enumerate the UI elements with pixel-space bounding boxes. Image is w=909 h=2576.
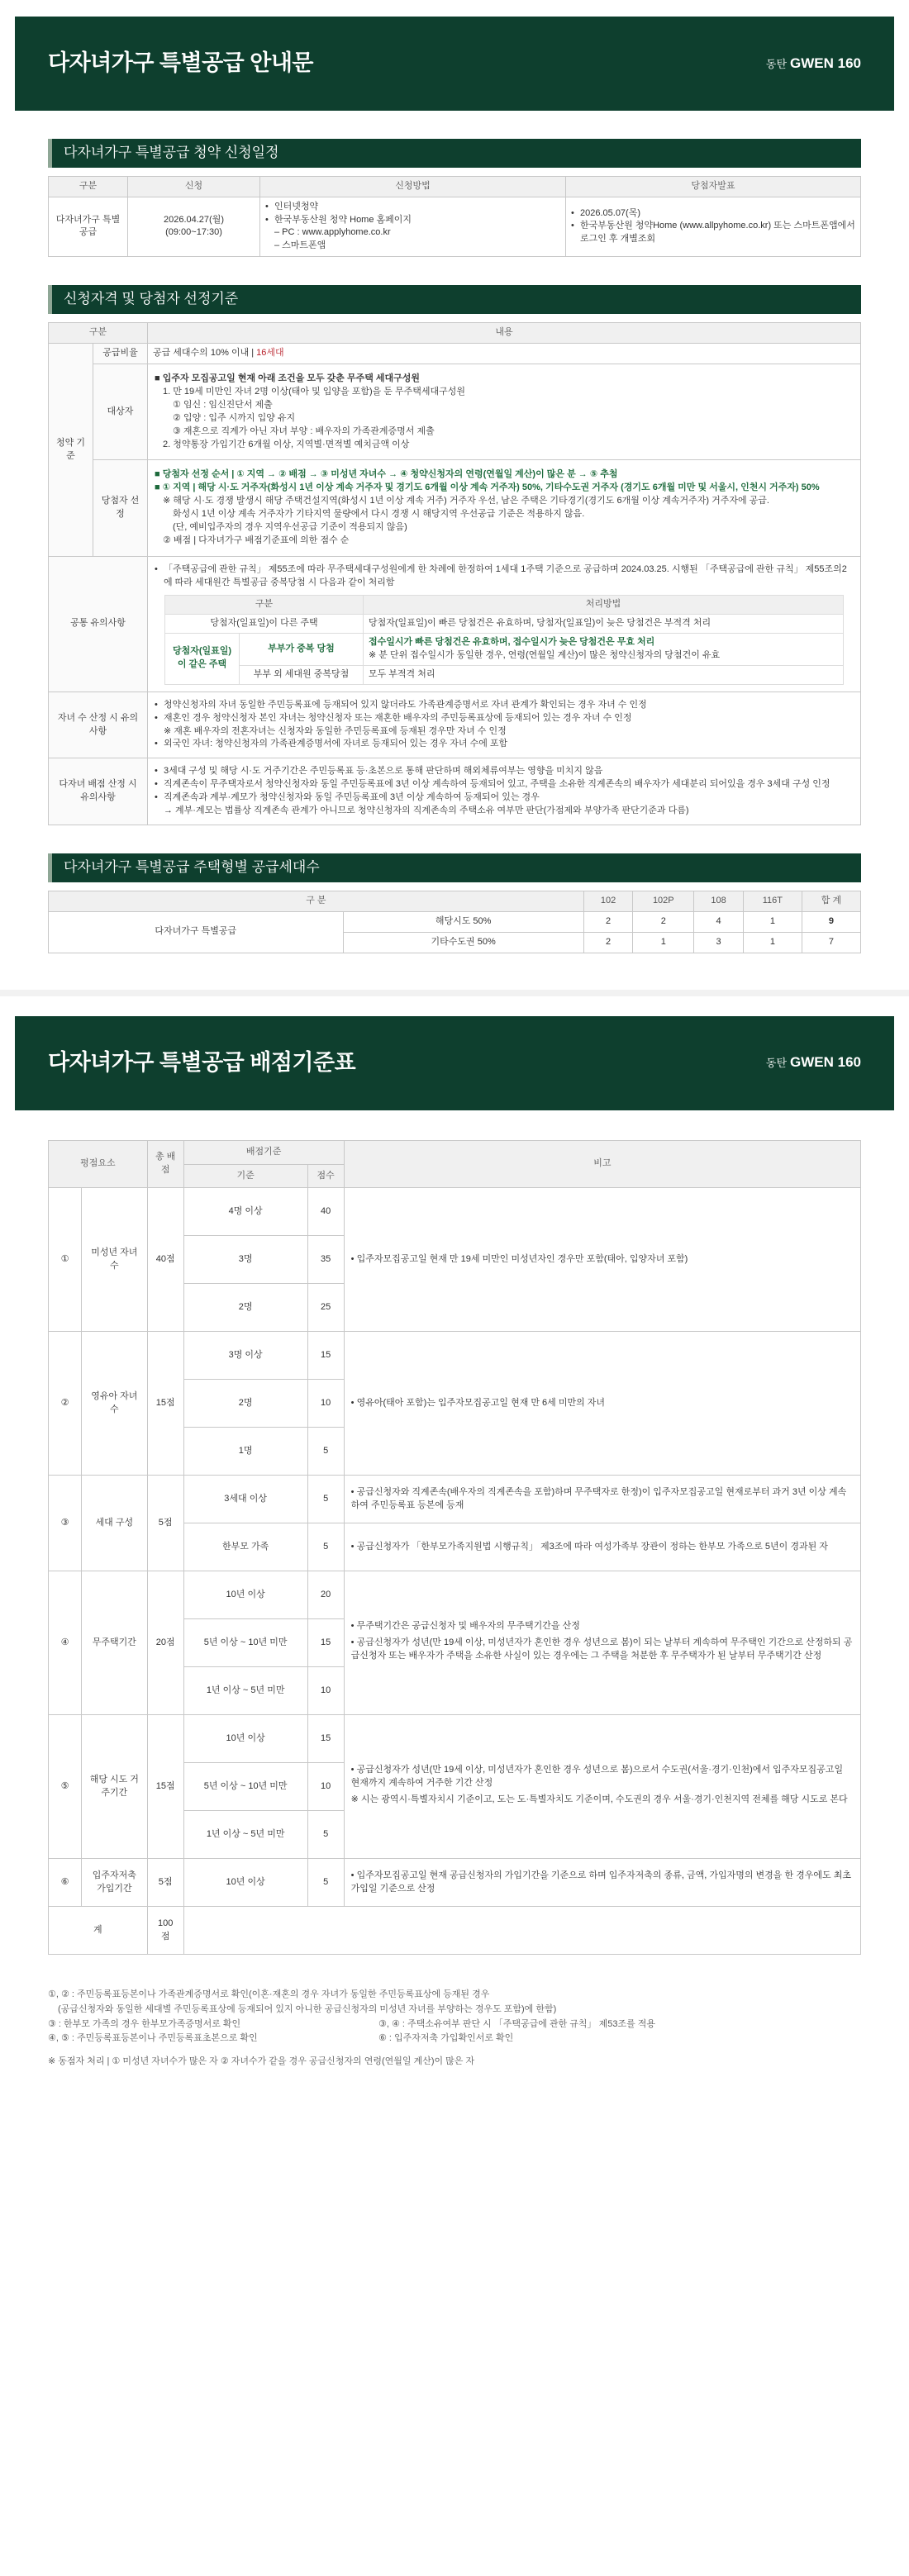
score-basis: 4명 이상 — [183, 1188, 307, 1236]
supply-cell: 1 — [743, 932, 802, 953]
supply-cell: 2 — [583, 911, 633, 932]
footnote: ④, ⑤ : 주민등록표등본이나 주민등록표초본으로 확인 — [48, 2033, 258, 2044]
schedule-title: 다자녀가구 특별공급 청약 신청일정 — [48, 139, 861, 168]
score-points: 10 — [307, 1380, 344, 1428]
score-col-criteria: 배점기준 — [183, 1140, 344, 1164]
score-points: 25 — [307, 1284, 344, 1332]
elig-col-gubun: 구분 — [49, 322, 148, 343]
dup-col-method: 처리방법 — [364, 595, 844, 614]
score-note-text: 영유아(태아 포함)는 입주자모집공고일 현재 만 6세 미만의 자녀 — [356, 1398, 606, 1409]
method-pc[interactable]: – PC : www.applyhome.co.kr — [274, 227, 391, 238]
score-points: 35 — [307, 1236, 344, 1284]
child-line: • 청약신청자의 자녀 동일한 주민등록표에 등재되어 있지 않더라도 가족관계증명서로 자녀 관계가 확인되는 경우 자녀 수 인정 — [155, 699, 854, 712]
footnote: ③ : 한부모 가족의 경우 한부모가족증명서로 확인 — [48, 2018, 241, 2029]
supply-col: 102P — [633, 891, 694, 911]
winner-order: ■ 당첨자 선정 순서 | ① 지역 → ② 배점 → ③ 미성년 자녀수 → ④ 청약신청자의 연령(연월일 계산)이 많은 분 → ⑤ 추첨 — [155, 469, 618, 480]
score-basis: 10년 이상 — [183, 1571, 307, 1619]
score-note-text: 공급신청자가 성년(만 19세 이상, 미성년자가 혼인한 경우 성년으로 봄)이 되는 날부터 계속하여 무주택인 기간으로 산정하되 공급신청자 또는 배우자가 주택을 소유한 사실이 있는 경우에는 그 주택을 처분한 후 무주택자가 된 날부터 무주택기간 산정 — [350, 1637, 853, 1661]
score-note: • 입주자모집공고일 현재 공급신청자의 가입기간을 기준으로 하며 입주자저축의 종류, 금액, 가입자명의 변경을 한 경우에도 최초 가입일 기준으로 산정 — [344, 1859, 860, 1907]
col-method: 신청방법 — [260, 176, 566, 197]
score-banner-title: 다자녀가구 특별공급 배점기준표 — [48, 1050, 356, 1076]
supply-col: 102 — [583, 891, 633, 911]
target-content — [148, 364, 861, 460]
winner-note: 화성시 1년 이상 계속 거주자가 기타지역 물량에서 다시 경쟁 시 해당지역 우선공급 기준은 적용하지 않음. — [173, 509, 585, 520]
target-line: ① 임신 : 임신진단서 제출 — [173, 399, 273, 410]
supply-text: 공급 세대수의 10% 이내 | — [153, 347, 255, 358]
common-text: • 「주택공급에 관한 규칙」 제55조에 따라 무주택세대구성원에게 한 차례에 한정하여 1세대 1주택 기준으로 공급하며 2024.03.25. 시행된 「주택공급에 관한 규칙」 제55조의2에 따라 세대원간 특별공급 중복당첨 시 다음과 같이 처리함 — [155, 563, 854, 590]
score-row — [49, 1332, 861, 1380]
supply-total: 9 — [802, 911, 860, 932]
dup-rule: 접수일시가 빠른 당첨건은 유효하며, 접수일시가 늦은 당첨건은 무효 처리 — [369, 636, 655, 647]
score-line: • 직계존속이 무주택자로서 청약신청자와 동일 주민등록표에 3년 이상 계속하여 등재되어 있고, 주택을 소유한 직계존속의 배우자가 세대분리 되어있을 경우 3세대 구성 인정 — [155, 778, 854, 791]
supply-col-gubun: 구 분 — [49, 891, 584, 911]
elig-category: 청약 기준 — [49, 343, 93, 556]
score-line: → 계부·계모는 법률상 직계존속 관계가 아니므로 청약신청자의 직계존속의 주택소유 여부만 판단(가점제와 부양가족 판단기준과 다름) — [164, 806, 689, 816]
supply-row-label: 해당시도 50% — [343, 911, 583, 932]
dup-row-value: 모두 부적격 처리 — [364, 665, 844, 684]
banner-title: 다자녀가구 특별공급 안내문 — [48, 50, 313, 76]
score-item-no: ④ — [49, 1571, 82, 1715]
child-line: • 재혼인 경우 청약신청자 본인 자녀는 청약신청자 또는 재혼한 배우자의 주민등록표상에 등재되어 있는 경우 자녀 수 인정 — [155, 712, 854, 725]
target-line: ■ 입주자 모집공고일 현재 아래 조건을 모두 갖춘 무주택 세대구성원 — [155, 373, 421, 383]
footnote: ③, ④ : 주택소유여부 판단 시 「주택공급에 관한 규칙」 제53조를 적용 — [378, 2018, 656, 2029]
score-points: 5 — [307, 1811, 344, 1859]
score-basis: 한부모 가족 — [183, 1523, 307, 1571]
score-table — [48, 1140, 861, 1956]
supply-col: 108 — [694, 891, 744, 911]
winner-note: ② 배점 | 다자녀가구 배점기준표에 의한 점수 순 — [163, 535, 350, 546]
score-points: 15 — [307, 1332, 344, 1380]
score-points: 10 — [307, 1667, 344, 1715]
score-item-name: 미성년 자녀 수 — [82, 1188, 148, 1332]
score-note-text: 공급신청자가 「한부모가족지원법 시행규칙」 제3조에 따라 여성가족부 장관이 정하는 한부모 가족으로 5년이 경과된 자 — [356, 1542, 828, 1552]
supply-count-title: 다자녀가구 특별공급 주택형별 공급세대수 — [48, 853, 861, 882]
supply-count-table — [48, 891, 861, 953]
score-line: • 3세대 구성 및 해당 시·도 거주기간은 주민등록표 등·초본으로 통해 판단하며 해외체류여부는 영향을 미치지 않음 — [155, 765, 854, 778]
eligibility-table — [48, 322, 861, 825]
common-content — [148, 557, 861, 692]
col-apply: 신청 — [128, 176, 260, 197]
footnote: ⑥ : 입주자저축 가입확인서로 확인 — [378, 2033, 514, 2044]
schedule-announce — [566, 197, 861, 257]
winner-note: (단, 예비입주자의 경우 지역우선공급 기준이 적용되지 않음) — [173, 522, 407, 533]
score-basis: 5년 이상 ~ 10년 미만 — [183, 1619, 307, 1667]
score-col-item: 평점요소 — [49, 1140, 148, 1188]
score-points: 15 — [307, 1715, 344, 1763]
child-content — [148, 692, 861, 758]
supply-col-total: 합 계 — [802, 891, 860, 911]
score-row — [49, 1859, 861, 1907]
elig-col-content: 내용 — [148, 322, 861, 343]
score-note: • 공급신청자와 직계존속(배우자의 직계존속을 포함)하며 무주택자로 한정)이 입주자모집공고일 현재로부터 과거 3년 이상 계속하여 주민등록표 등본에 등재 — [344, 1476, 860, 1523]
score-note: • 영유아(태아 포함)는 입주자모집공고일 현재 만 6세 미만의 자녀 — [344, 1332, 860, 1476]
supply-cell: 2 — [583, 932, 633, 953]
supply-label: 공급비율 — [93, 343, 148, 364]
score-points: 40 — [307, 1188, 344, 1236]
method-internet: • 인터넷청약 — [265, 201, 560, 214]
score-points: 15 — [307, 1619, 344, 1667]
footnote: ※ 동점자 처리 | ① 미성년 자녀수가 많은 자 ② 자녀수가 같을 경우 공급신청자의 연령(연월일 계산)이 많은 자 — [48, 2056, 475, 2066]
announce-method: • 한국부동산원 청약Home (www.allpyhome.co.kr) 또는 스마트폰앱에서 로그인 후 개별조회 — [571, 220, 855, 246]
col-gubun: 구분 — [49, 176, 128, 197]
schedule-section — [48, 139, 861, 953]
score-basis: 1명 — [183, 1428, 307, 1476]
score-row — [49, 1715, 861, 1763]
score-note-text: 공급신청자와 직계존속(배우자의 직계존속을 포함)하며 무주택자로 한정)이 입주자모집공고일 현재로부터 과거 3년 이상 계속하여 주민등록표 등본에 등재 — [350, 1487, 847, 1510]
announce-date: • 2026.05.07(목) — [571, 207, 855, 221]
score-basis: 3명 — [183, 1236, 307, 1284]
supply-cell: 1 — [743, 911, 802, 932]
dup-row-label: 부부 외 세대원 중복당첨 — [240, 665, 364, 684]
score-total-label: 계 — [49, 1907, 148, 1955]
score-content — [148, 758, 861, 825]
schedule-date — [128, 197, 260, 257]
score-basis: 2명 — [183, 1284, 307, 1332]
apply-date: 2026.04.27(월) — [163, 214, 224, 225]
winner-note: ※ 해당 시·도 경쟁 발생시 해당 주택건설지역(화성시 1년 이상 계속 거주) 거주자 우선, 남은 주택은 기타경기(경기도 6개월 이상 계속거주자) 거주자에 공급. — [163, 496, 769, 506]
dup-row-value — [364, 633, 844, 665]
score-item-no: ② — [49, 1332, 82, 1476]
score-basis: 3세대 이상 — [183, 1476, 307, 1523]
score-points: 10 — [307, 1763, 344, 1811]
notice-banner — [15, 17, 894, 111]
score-item-total: 15점 — [147, 1715, 183, 1859]
score-note-text: 공급신청자가 성년(만 19세 이상, 미성년자가 혼인한 경우 성년으로 봄)으로서 수도권(서울·경기·인천)에서 입주자모집공고일 현재까지 계속하여 거주한 기간 산정 — [350, 1765, 844, 1789]
supply-cell: 3 — [694, 932, 744, 953]
method-site-text: 한국부동산원 청약 Home 홈페이지 — [274, 214, 412, 225]
score-note-text: ※ 시는 광역시·특별자치시 기준이고, 도는 도·특별자치도 기준이며, 수도권의 경우 서울·경기·인천지역 전체를 해당 시도로 본다 — [350, 1794, 848, 1804]
score-points: 5 — [307, 1476, 344, 1523]
score-points: 5 — [307, 1859, 344, 1907]
brand-name: GWEN 160 — [790, 1054, 861, 1071]
score-note: • 입주자모집공고일 현재 만 19세 미만인 미성년자인 경우만 포함(태아, 입양자녀 포함) — [344, 1188, 860, 1332]
common-label: 공통 유의사항 — [49, 557, 148, 692]
score-note-text: 입주자모집공고일 현재 만 19세 미만인 미성년자인 경우만 포함(태아, 입양자녀 포함) — [356, 1254, 688, 1265]
score-item-name: 해당 시도 거주기간 — [82, 1715, 148, 1859]
score-basis: 1년 이상 ~ 5년 미만 — [183, 1811, 307, 1859]
target-line: ② 입양 : 입주 시까지 입양 유지 — [173, 412, 296, 423]
score-row — [49, 1571, 861, 1619]
schedule-table — [48, 176, 861, 258]
score-line: • 직계존속과 계부·계모가 청약신청자와 동일 주민등록표에 3년 이상 계속하여 등재되어 있는 경우 — [155, 791, 854, 805]
target-line: 2. 청약통장 가입기간 6개월 이상, 지역별·면적별 예치금액 이상 — [163, 439, 410, 449]
brand-name: GWEN 160 — [790, 55, 861, 71]
footnotes — [48, 1988, 861, 2069]
score-basis: 3명 이상 — [183, 1332, 307, 1380]
method-app: – 스마트폰앱 — [274, 240, 326, 251]
supply-col: 116T — [743, 891, 802, 911]
schedule-method — [260, 197, 566, 257]
duplicate-table — [164, 595, 844, 685]
method-site — [265, 214, 560, 254]
score-banner — [15, 1016, 894, 1110]
supply-cell: 1 — [633, 932, 694, 953]
supply-row-label: 기타수도권 50% — [343, 932, 583, 953]
dup-note: ※ 분 단위 접수일시가 동일한 경우, 연령(연월일 계산)이 많은 청약신청자의 당첨건이 유효 — [369, 649, 721, 660]
score-row — [49, 1476, 861, 1523]
score-item-total: 5점 — [147, 1476, 183, 1571]
winner-region: ■ ① 지역 | 해당 시·도 거주자(화성시 1년 이상 계속 거주자 및 경기도 6개월 이상 계속 거주자) 50%, 기타수도권 거주자 (경기도 6개월 미만 및 서울시, 인천시 거주자) 50% — [155, 482, 820, 493]
score-basis: 2명 — [183, 1380, 307, 1428]
brand-logo — [766, 54, 861, 74]
score-item-total: 15점 — [147, 1332, 183, 1476]
winner-label: 당첨자 선정 — [93, 460, 148, 557]
score-note: • 공급신청자가 성년(만 19세 이상, 미성년자가 혼인한 경우 성년으로 봄)으로서 수도권(서울·경기·인천)에서 입주자모집공고일 현재까지 계속하여 거주한 기간 산정 ※ 시는 광역시·특별자치시 기준이고, 도는 도·특별자치도 기준이며, 수도권의 경우 서울·경기·인천지역 전체를 해당 시도로 본다 — [344, 1715, 860, 1859]
score-item-name: 무주택기간 — [82, 1571, 148, 1715]
apply-time: (09:00~17:30) — [165, 227, 222, 238]
score-points: 5 — [307, 1428, 344, 1476]
score-item-no: ⑥ — [49, 1859, 82, 1907]
score-note-text: 입주자모집공고일 현재 공급신청자의 가입기간을 기준으로 하며 입주자저축의 종류, 금액, 가입자명의 변경을 한 경우에도 최초 가입일 기준으로 산정 — [350, 1870, 851, 1894]
score-row — [49, 1188, 861, 1236]
score-basis: 10년 이상 — [183, 1715, 307, 1763]
score-note: • 무주택기간은 공급신청자 및 배우자의 무주택기간을 산정 • 공급신청자가 성년(만 19세 이상, 미성년자가 혼인한 경우 성년으로 봄)이 되는 날부터 계속하여 무주택인 기간으로 산정하되 공급신청자 또는 배우자가 주택을 소유한 사실이 있는 경우에는 그 주택을 처분한 후 무주택자가 된 날부터 무주택기간 산정 — [344, 1571, 860, 1715]
brand-prefix: 동탄 — [765, 57, 788, 70]
dup-row-value: 당첨자(일표일)이 빠른 당첨건은 유효하며, 당첨자(일표일)이 늦은 당첨건은 부적격 처리 — [364, 614, 844, 633]
score-basis: 10년 이상 — [183, 1859, 307, 1907]
supply-total: 7 — [802, 932, 860, 953]
supply-ratio — [148, 343, 861, 364]
col-announce: 당첨자발표 — [566, 176, 861, 197]
score-note-text: 무주택기간은 공급신청자 및 배우자의 무주택기간을 산정 — [356, 1621, 580, 1632]
target-label: 대상자 — [93, 364, 148, 460]
brand-logo — [766, 1053, 861, 1073]
score-item-total: 20점 — [147, 1571, 183, 1715]
footnote: ①, ② : 주민등록표등본이나 가족관계증명서로 확인(이혼·재혼의 경우 자녀가 동일한 주민등록표상에 등재된 경우 — [48, 1989, 490, 2000]
score-points: 20 — [307, 1571, 344, 1619]
dup-row-group: 당첨자(일표일)이 같은 주택 — [165, 633, 240, 684]
footnote: (공급신청자와 동일한 세대별 주민등록표상에 등재되어 있지 아니한 공급신청자의 미성년 자녀를 부양하는 경우도 포함)에 한함) — [58, 2004, 557, 2015]
score-section — [48, 1140, 861, 1956]
score-total-value: 100점 — [147, 1907, 183, 1955]
eligibility-title: 신청자격 및 당첨자 선정기준 — [48, 285, 861, 314]
child-line: ※ 재혼 배우자의 전혼자녀는 신청자와 동일한 주민등록표에 등재된 경우만 자녀 수 인정 — [164, 725, 507, 736]
score-item-name: 세대 구성 — [82, 1476, 148, 1571]
score-col-note: 비고 — [344, 1140, 860, 1188]
winner-content — [148, 460, 861, 557]
score-col-basis: 기준 — [183, 1164, 307, 1188]
score-item-total: 5점 — [147, 1859, 183, 1907]
supply-type: 다자녀가구 특별공급 — [49, 911, 344, 953]
brand-prefix: 동탄 — [765, 1057, 788, 1070]
target-line: 1. 만 19세 미만인 자녀 2명 이상(태아 및 입양을 포함)을 둔 무주택세대구성원 — [163, 386, 465, 397]
supply-cell: 2 — [633, 911, 694, 932]
dup-row-label: 당첨자(일표일)이 다른 주택 — [165, 614, 364, 633]
score-col-total: 총 배점 — [147, 1140, 183, 1188]
score-col-points: 점수 — [307, 1164, 344, 1188]
score-item-no: ① — [49, 1188, 82, 1332]
score-item-no: ⑤ — [49, 1715, 82, 1859]
score-item-total: 40점 — [147, 1188, 183, 1332]
score-item-no: ③ — [49, 1476, 82, 1571]
dup-row-label: 부부가 중복 당첨 — [240, 633, 364, 665]
target-line: ③ 재혼으로 직계가 아닌 자녀 부양 : 배우자의 가족관계증명서 제출 — [173, 425, 435, 436]
supply-cell: 4 — [694, 911, 744, 932]
child-line: • 외국인 자녀: 청약신청자의 가족관계증명서에 자녀로 등재되어 있는 경우 자녀 수에 포함 — [155, 738, 854, 751]
score-label: 다자녀 배점 산정 시 유의사항 — [49, 758, 148, 825]
score-note: • 공급신청자가 「한부모가족지원법 시행규칙」 제3조에 따라 여성가족부 장관이 정하는 한부모 가족으로 5년이 경과된 자 — [344, 1523, 860, 1571]
score-item-name: 영유아 자녀 수 — [82, 1332, 148, 1476]
dup-col-gubun: 구분 — [165, 595, 364, 614]
schedule-type: 다자녀가구 특별공급 — [49, 197, 128, 257]
score-points: 5 — [307, 1523, 344, 1571]
child-label: 자녀 수 산정 시 유의사항 — [49, 692, 148, 758]
supply-count: 16세대 — [256, 347, 284, 358]
score-item-name: 입주자저축 가입기간 — [82, 1859, 148, 1907]
score-basis: 1년 이상 ~ 5년 미만 — [183, 1667, 307, 1715]
score-basis: 5년 이상 ~ 10년 미만 — [183, 1763, 307, 1811]
